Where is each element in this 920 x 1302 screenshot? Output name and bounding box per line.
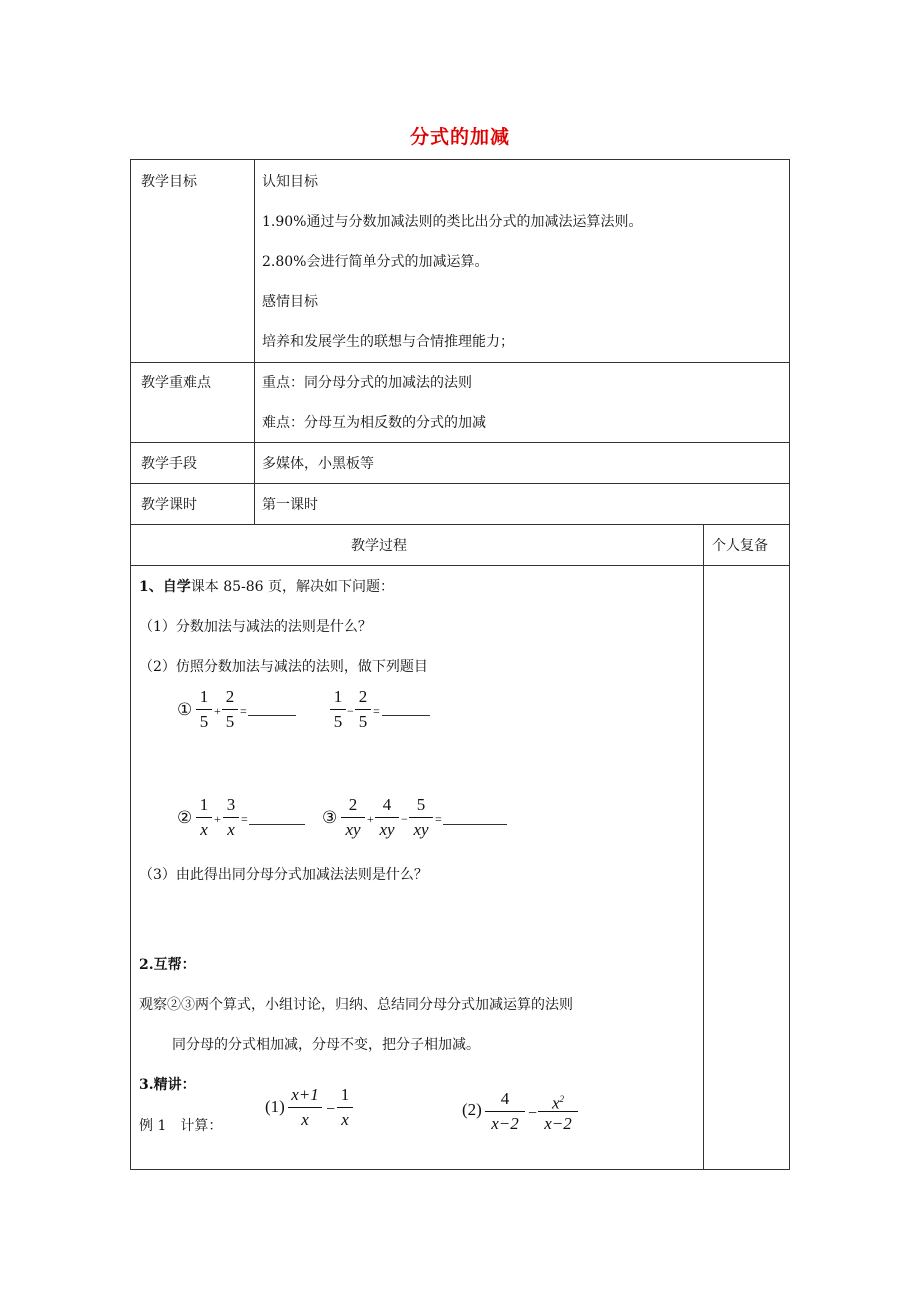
equals-sign: =: [240, 704, 247, 718]
row-divider: [130, 442, 790, 443]
numerator-base: x: [551, 1093, 560, 1113]
fraction: [330, 688, 346, 732]
fraction: [375, 796, 399, 840]
fraction: [337, 1086, 353, 1130]
goals-line: 1.90%通过与分数加减法则的类比出分式的加减法运算法则。: [262, 214, 643, 230]
denominator: x−2: [491, 1114, 519, 1133]
denominator: 5: [225, 712, 235, 731]
fraction: [196, 796, 212, 840]
goals-line: 认知目标: [262, 174, 318, 190]
fraction: [222, 688, 238, 732]
example-label: 例 1 计算：: [139, 1118, 223, 1134]
answer-blank: [248, 715, 296, 716]
denominator: 5: [358, 712, 368, 731]
goals-line: 培养和发展学生的联想与合情推理能力；: [262, 334, 514, 350]
numerator: 2: [358, 687, 368, 706]
mutual-help-line: 观察②③两个算式，小组讨论，归纳、总结同分母分式加减运算的法则: [139, 997, 573, 1013]
denominator: x: [227, 820, 235, 839]
mutual-help-rule: 同分母的分式相加减，分母不变，把分子相加减。: [172, 1037, 480, 1053]
equals-sign: =: [435, 812, 442, 826]
denominator: xy: [379, 820, 395, 839]
label-column-divider: [254, 159, 255, 525]
denominator: xy: [413, 820, 429, 839]
fraction: [341, 796, 365, 840]
fraction: [355, 688, 371, 732]
denominator: x: [200, 820, 208, 839]
question-1: （1）分数加法与减法的法则是什么？: [139, 619, 372, 635]
keypoints-line: 重点：同分母分式的加减法的法则: [262, 375, 472, 391]
problem-1-tag: (1): [265, 1097, 285, 1116]
numerator: 3: [226, 795, 236, 814]
numerator: 4: [500, 1089, 510, 1108]
denominator: x: [301, 1110, 309, 1129]
operator: +: [214, 812, 221, 826]
circled-number-3: ③: [322, 808, 338, 828]
mutual-help-heading: 2.互帮：: [139, 957, 196, 973]
fraction: [485, 1090, 525, 1134]
denominator: 5: [199, 712, 209, 731]
lecture-heading: 3.精讲：: [139, 1077, 196, 1093]
question-3: （3）由此得出同分母分式加减法法则是什么？: [139, 867, 428, 883]
answer-blank: [382, 715, 430, 716]
period-label: 教学课时: [141, 497, 197, 513]
means-value: 多媒体，小黑板等: [262, 456, 374, 472]
fraction: [409, 796, 433, 840]
keypoints-label: 教学重难点: [141, 375, 211, 391]
goals-line: 2.80%会进行简单分式的加减运算。: [262, 254, 489, 270]
goals-label: 教学目标: [141, 174, 197, 190]
numerator: x+1: [291, 1085, 319, 1104]
period-value: 第一课时: [262, 497, 318, 513]
means-label: 教学手段: [141, 456, 197, 472]
side-column-divider: [703, 524, 704, 1170]
operator: −: [326, 1101, 336, 1118]
fraction: [223, 796, 239, 840]
operator: +: [367, 812, 374, 826]
denominator: x−2: [544, 1114, 572, 1133]
equals-sign: =: [373, 704, 380, 718]
self-study-heading: [139, 578, 394, 596]
operator: −: [347, 704, 354, 718]
goals-line: 感情目标: [262, 294, 318, 310]
circled-number-2: ②: [177, 808, 193, 828]
fraction: [196, 688, 212, 732]
equals-sign: =: [241, 812, 248, 826]
row-divider: [130, 524, 790, 525]
page-title: 分式的加减: [409, 126, 510, 148]
fraction: [288, 1086, 322, 1130]
numerator: 4: [382, 795, 392, 814]
numerator: 2: [225, 687, 235, 706]
self-study-keyword: 自学: [162, 579, 191, 595]
answer-blank: [249, 824, 305, 825]
problem-2-tag: (2): [462, 1100, 482, 1119]
row-divider: [130, 362, 790, 363]
numerator: 2: [348, 795, 358, 814]
denominator: x: [341, 1110, 349, 1129]
numerator: [538, 1090, 578, 1113]
keypoints-line: 难点：分母互为相反数的分式的加减: [262, 415, 486, 431]
circled-number-1: ①: [177, 700, 193, 720]
denominator: xy: [345, 820, 361, 839]
fraction: [538, 1090, 578, 1134]
numerator: 1: [199, 795, 209, 814]
row-divider: [130, 483, 790, 484]
denominator: 5: [333, 712, 343, 731]
process-header: 教学过程: [351, 538, 407, 554]
numerator: 1: [199, 687, 209, 706]
numerator: 5: [416, 795, 426, 814]
exponent: 2: [559, 1094, 565, 1104]
self-study-text: 课本 85-86 页，解决如下问题：: [190, 579, 395, 595]
question-2: （2）仿照分数加法与减法的法则，做下列题目: [139, 659, 428, 675]
numerator: 1: [333, 687, 343, 706]
row-divider: [130, 565, 790, 566]
operator: +: [214, 704, 221, 718]
operator: −: [401, 812, 408, 826]
numerator: 1: [340, 1085, 350, 1104]
side-header: 个人复备: [712, 538, 768, 554]
operator: −: [528, 1105, 538, 1122]
self-study-num: 1、: [139, 579, 163, 595]
answer-blank: [443, 824, 507, 825]
